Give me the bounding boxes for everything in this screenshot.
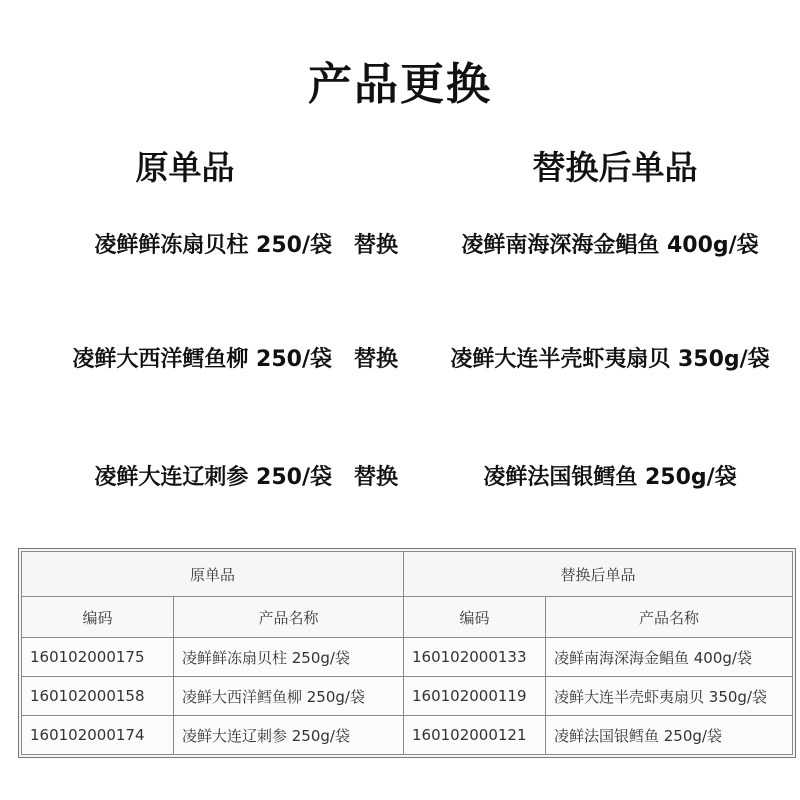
replacement-code-cell: 160102000121 <box>404 716 546 755</box>
replacement-products-heading: 替换后单品 <box>532 148 698 187</box>
replacement-row <box>0 228 800 268</box>
replacement-name-cell: 凌鲜南海深海金鲳鱼 400g/袋 <box>546 638 793 677</box>
replacement-product: 凌鲜南海深海金鲳鱼 400g/袋 <box>461 233 759 258</box>
replacement-product: 凌鲜法国银鳕鱼 250g/袋 <box>483 465 737 490</box>
original-code-cell: 160102000175 <box>22 638 174 677</box>
replacement-row <box>0 342 800 382</box>
original-name-cell: 凌鲜大西洋鳕鱼柳 250g/袋 <box>174 677 404 716</box>
replacement-name-cell: 凌鲜法国银鳕鱼 250g/袋 <box>546 716 793 755</box>
replacement-row <box>0 460 800 500</box>
table-group-header-row <box>22 552 793 597</box>
replace-label: 替换 <box>354 347 399 372</box>
page-title: 产品更换 <box>308 59 492 110</box>
table-row <box>22 638 793 677</box>
original-code-cell: 160102000158 <box>22 677 174 716</box>
column-header-name: 产品名称 <box>174 597 404 638</box>
original-name-cell: 凌鲜鲜冻扇贝柱 250g/袋 <box>174 638 404 677</box>
table-row <box>22 716 793 755</box>
replacement-name-cell: 凌鲜大连半壳虾夷扇贝 350g/袋 <box>546 677 793 716</box>
product-mapping-table-frame <box>18 548 796 758</box>
column-header-name: 产品名称 <box>546 597 793 638</box>
replace-label: 替换 <box>354 233 399 258</box>
replacement-code-cell: 160102000133 <box>404 638 546 677</box>
table-row <box>22 677 793 716</box>
original-product: 凌鲜鲜冻扇贝柱 250/袋 <box>94 233 332 258</box>
table-column-header-row <box>22 597 793 638</box>
column-header-code: 编码 <box>404 597 546 638</box>
product-mapping-table <box>21 551 793 755</box>
column-header-code: 编码 <box>22 597 174 638</box>
original-code-cell: 160102000174 <box>22 716 174 755</box>
group-header-original: 原单品 <box>22 552 404 597</box>
replace-label: 替换 <box>354 465 399 490</box>
replacement-product: 凌鲜大连半壳虾夷扇贝 350g/袋 <box>450 347 770 372</box>
original-product: 凌鲜大西洋鳕鱼柳 250/袋 <box>72 347 332 372</box>
replacement-code-cell: 160102000119 <box>404 677 546 716</box>
original-name-cell: 凌鲜大连辽刺参 250g/袋 <box>174 716 404 755</box>
original-product: 凌鲜大连辽刺参 250/袋 <box>94 465 332 490</box>
original-products-heading: 原单品 <box>135 148 235 187</box>
group-header-replacement: 替换后单品 <box>404 552 793 597</box>
